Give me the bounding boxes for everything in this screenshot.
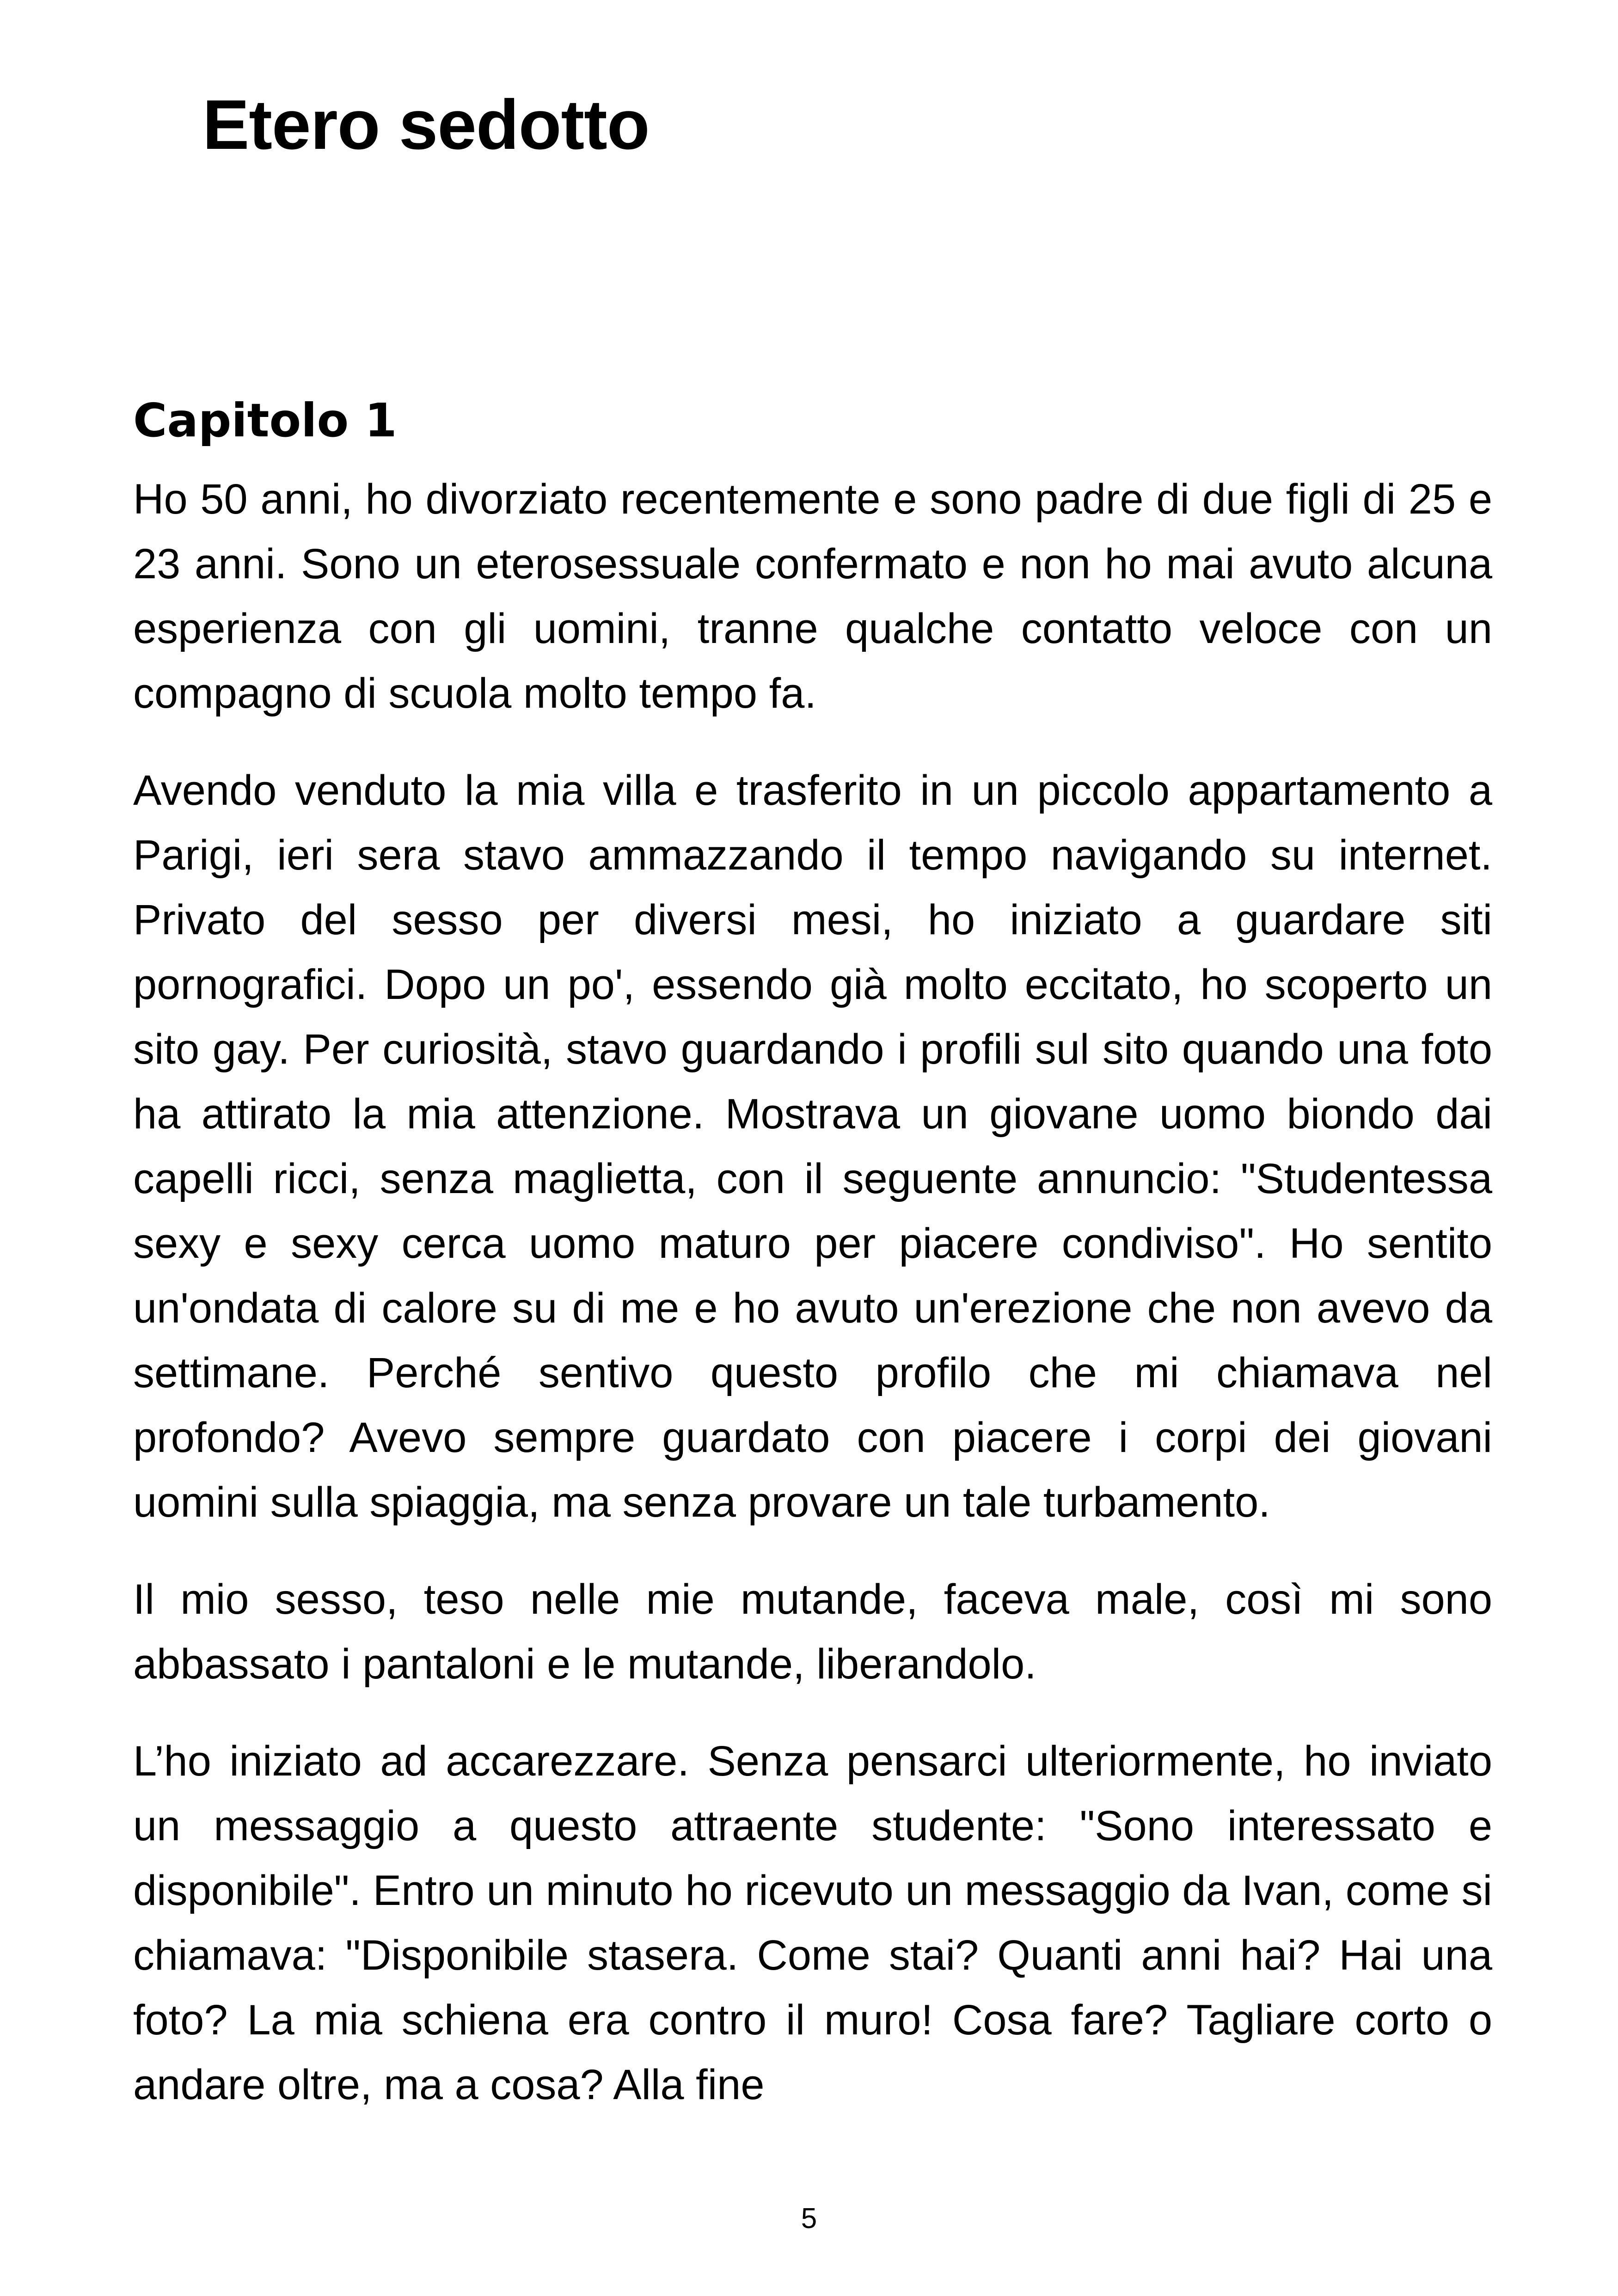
paragraph-1: Ho 50 anni, ho divorziato recentemente e sono padre di due figli di 25 e 23 anni. Sono un eterosessuale confermato e non ho mai avuto alcuna esperienza con gli uomini, tranne qualche contatto veloce con un compagno di scuola molto tempo fa.	[133, 476, 1492, 717]
paragraph-3: Il mio sesso, teso nelle mie mutande, faceva male, così mi sono abbassato i pantaloni e le mutande, liberandolo.	[133, 1576, 1492, 1688]
page-number: 5	[801, 2203, 817, 2235]
chapter-heading: Capitolo 1	[133, 393, 397, 447]
paragraph-2: Avendo venduto la mia villa e trasferito in un piccolo appartamento a Parigi, ieri sera stavo ammazzando il tempo navigando su internet. Privato del sesso per diversi mesi, ho iniziato a guardare siti pornografici. Dopo un po', essendo già molto eccitato, ho scoperto un sito gay. Per curiosità, stavo guardando i profili sul sito quando una foto ha attirato la mia attenzione. Mostrava un giovane uomo biondo dai capelli ricci, senza maglietta, con il seguente annuncio: "Studentessa sexy e sexy cerca uomo maturo per piacere condiviso". Ho sentito un'ondata di calore su di me e ho avuto un'erezione che non avevo da settimane. Perché sentivo questo profilo che mi chiamava nel profondo? Avevo sempre guardato con piacere i corpi dei giovani uomini sulla spiaggia, ma senza provare un tale turbamento.	[133, 767, 1492, 1526]
paragraph-4: L’ho iniziato ad accarezzare. Senza pensarci ulteriormente, ho inviato un messaggio a questo attraente studente: "Sono interessato e disponibile". Entro un minuto ho ricevuto un messaggio da Ivan, come si chiamava: "Disponibile stasera. Come stai? Quanti anni hai? Hai una foto? La mia schiena era contro il muro! Cosa fare? Tagliare corto o andare oltre, ma a cosa? Alla fine	[133, 1738, 1492, 2108]
book-title: Etero sedotto	[202, 86, 650, 164]
chapter-body	[133, 467, 1492, 2149]
